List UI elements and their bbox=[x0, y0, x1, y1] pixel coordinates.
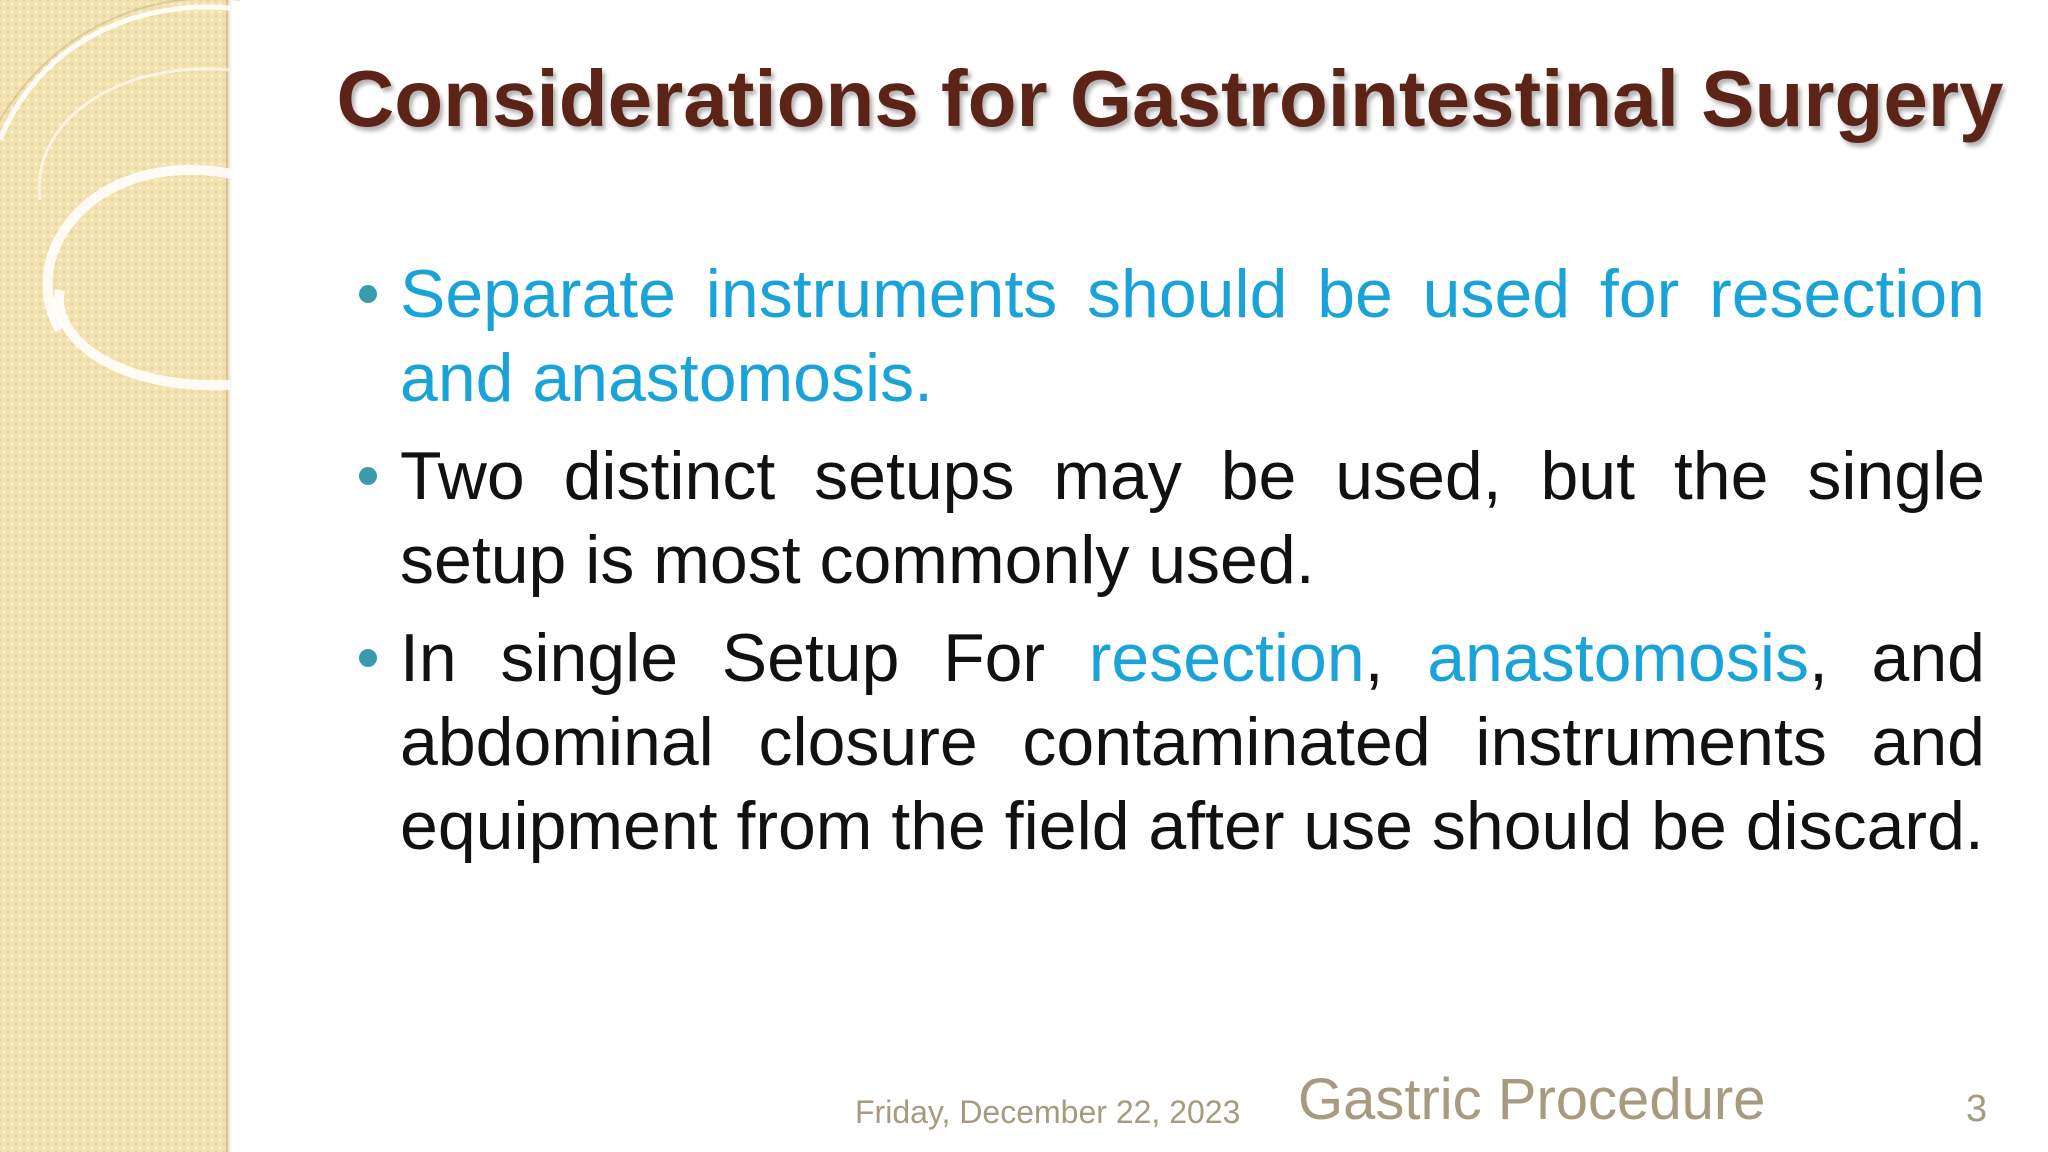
footer-date: Friday, December 22, 2023 bbox=[855, 1094, 1241, 1130]
bullet-text: , bbox=[1364, 620, 1428, 696]
bullet-text: , and abdominal closure contaminated instruments and equipment from the field after use should be discard. bbox=[400, 620, 1985, 864]
slide-title: Considerations for Gastrointestinal Surgery bbox=[336, 54, 2004, 143]
bullet-text: In single Setup For bbox=[400, 620, 1089, 696]
bullet-list bbox=[355, 252, 1985, 882]
highlighted-text: Separate instruments should be used for resection and anastomosis. bbox=[400, 256, 1985, 416]
bullet-text: Two distinct setups may be used, but the single setup is most commonly used. bbox=[400, 438, 1985, 598]
footer-title: Gastric Procedure bbox=[1298, 1067, 1766, 1132]
highlighted-text: resection bbox=[1088, 620, 1365, 696]
bullet-item bbox=[355, 434, 1985, 602]
decorative-swirl-icon bbox=[0, 0, 300, 420]
bullet-dot-icon bbox=[359, 649, 377, 667]
bullet-dot-icon bbox=[359, 285, 377, 303]
bullet-item bbox=[355, 616, 1985, 868]
bullet-dot-icon bbox=[359, 467, 377, 485]
bullet-item bbox=[355, 252, 1985, 420]
highlighted-text: anastomosis bbox=[1427, 620, 1809, 696]
page-number: 3 bbox=[1966, 1088, 1988, 1130]
